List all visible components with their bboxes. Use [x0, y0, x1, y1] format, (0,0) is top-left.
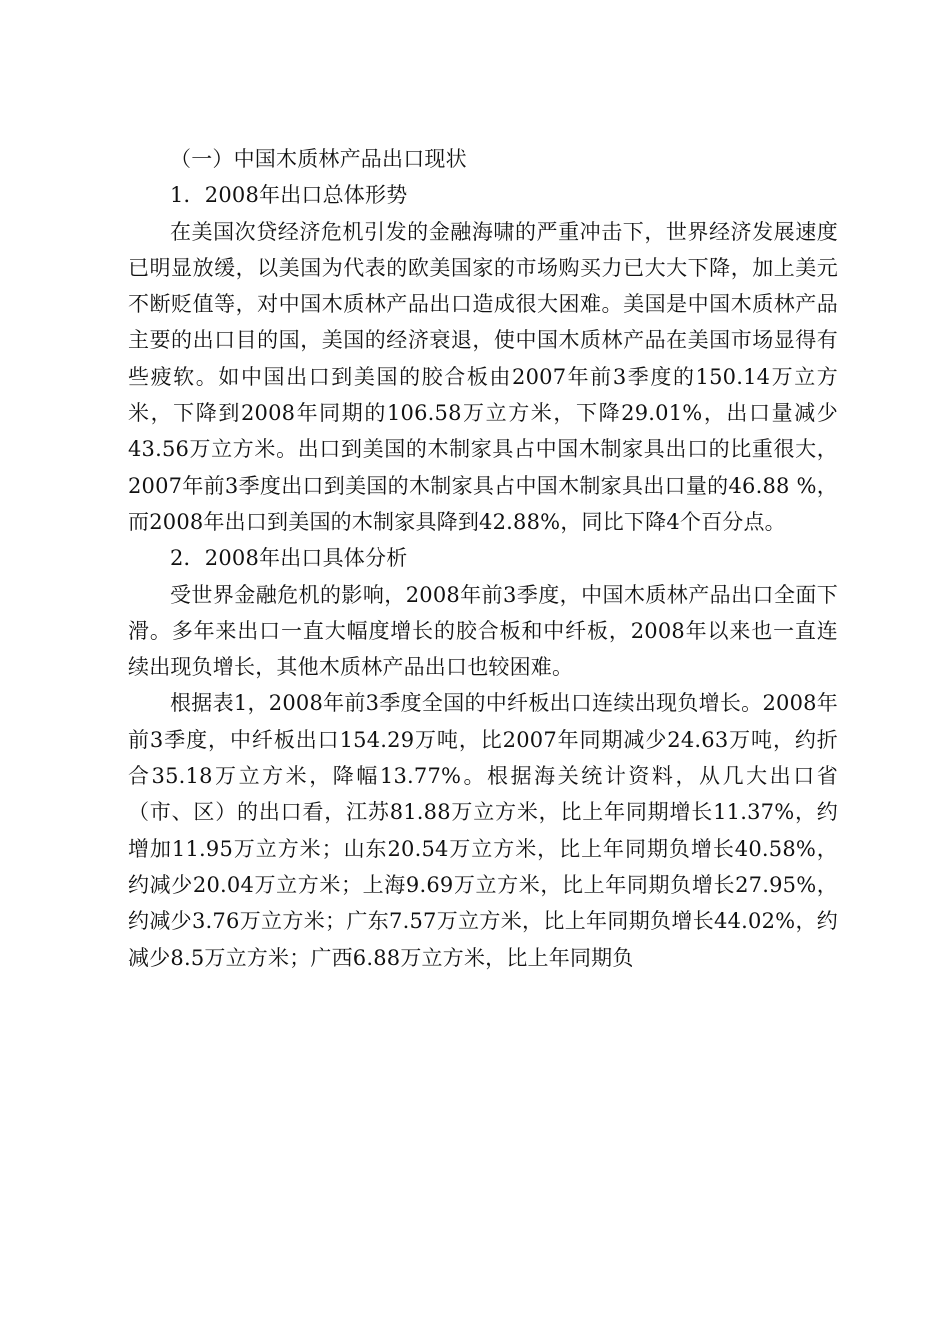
paragraph-overall-situation: 在美国次贷经济危机引发的金融海啸的严重冲击下，世界经济发展速度已明显放缓，以美国为代表的欧美国家的市场购买力已大大下降，加上美元不断贬值等，对中国木质林产品出口造成很大困难。美国是中国木质林产品主要的出口目的国，美国的经济衰退，使中国木质林产品在美国市场显得有些疲软。如中国出口到美国的胶合板由2007年前3季度的150.14万立方米，下降到2008年同期的106.58万立方米，下降29.01%，出口量减少43.56万立方米。出口到美国的木制家具占中国木制家具出口的比重很大，2007年前3季度出口到美国的木制家具占中国木制家具出口量的46.88 %，而2008年出口到美国的木制家具降到42.88%，同比下降4个百分点。 [128, 219, 838, 534]
paragraph-mdf-export-analysis: 根据表1，2008年前3季度全国的中纤板出口连续出现负增长。2008年前3季度，中纤板出口154.29万吨，比2007年同期减少24.63万吨，约折合35.18万立方米，降幅13.77%。根据海关统计资料，从几大出口省（市、区）的出口看，江苏81.88万立方米，比上年同期增长11.37%，约增加11.95万立方米；山东20.54万立方米，比上年同期负增长40.58%，约减少20.04万立方米；上海9.69万立方米，比上年同期负增长27.95%，约减少3.76万立方米；广东7.57万立方米，比上年同期负增长44.02%，约减少8.5万立方米；广西6.88万立方米，比上年同期负 [128, 691, 838, 970]
section-heading: （一）中国木质林产品出口现状 [170, 147, 467, 171]
paragraph-financial-crisis-impact: 受世界金融危机的影响，2008年前3季度，中国木质林产品出口全面下滑。多年来出口一直大幅度增长的胶合板和中纤板，2008年以来也一直连续出现负增长，其他木质林产品出口也较困难。 [128, 582, 838, 680]
document-body [128, 141, 838, 976]
subheading-detailed-analysis: 2．2008年出口具体分析 [170, 546, 408, 571]
subheading-overall-situation: 1．2008年出口总体形势 [170, 183, 408, 208]
